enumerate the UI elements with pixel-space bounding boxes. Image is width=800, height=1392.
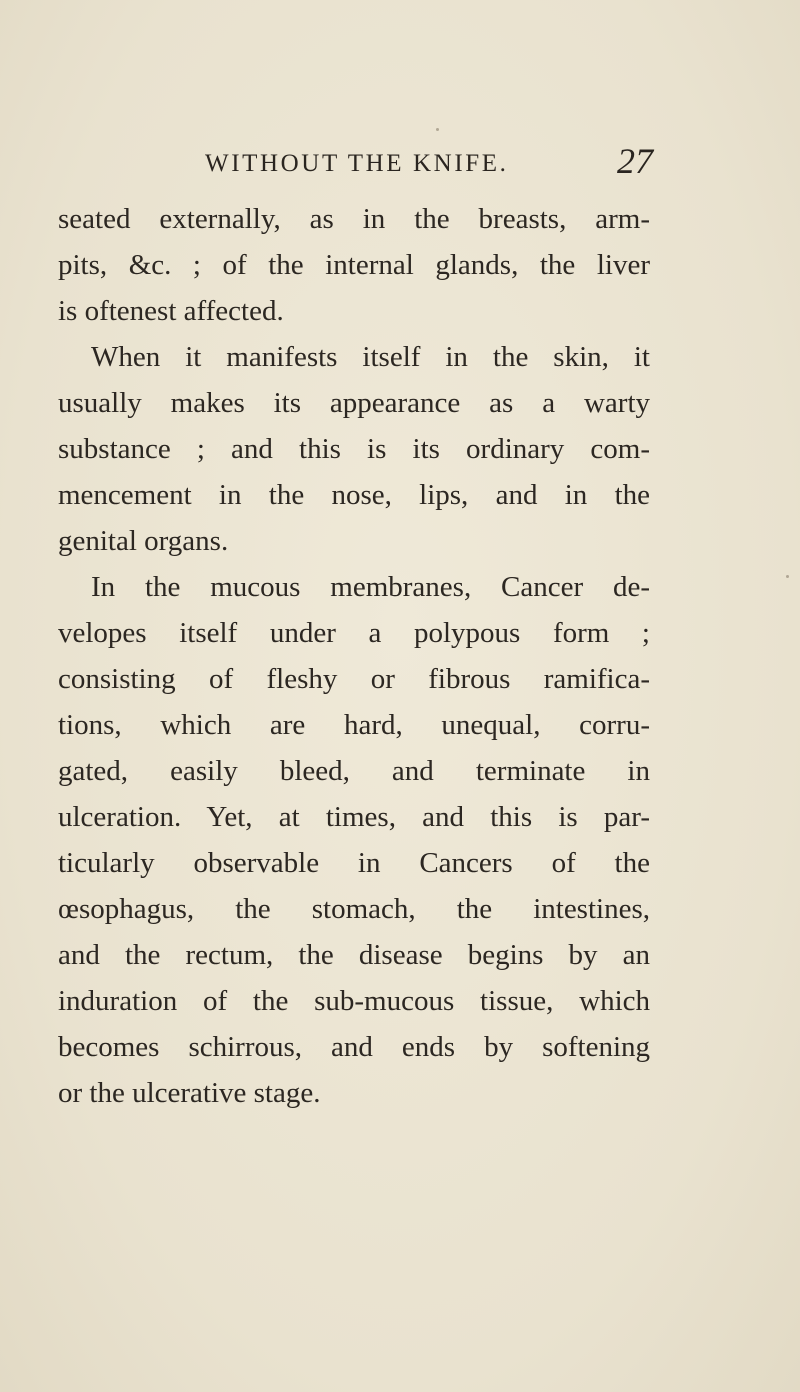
text-line: gated, easily bleed, and terminate in <box>58 755 650 787</box>
text-line: substance ; and this is its ordinary com- <box>58 433 650 465</box>
text-line: ulceration. Yet, at times, and this is par- <box>58 801 650 833</box>
text-line: and the rectum, the disease begins by an <box>58 939 650 971</box>
ink-speck <box>786 575 789 578</box>
text-line: genital organs. <box>58 525 229 557</box>
text-line: tions, which are hard, unequal, corru- <box>58 709 650 741</box>
page-header <box>205 141 653 192</box>
page-number: 27 <box>617 141 653 181</box>
text-line: velopes itself under a polypous form ; <box>58 617 650 649</box>
text-line: pits, &c. ; of the internal glands, the liver <box>58 249 650 281</box>
text-line: becomes schirrous, and ends by softening <box>58 1031 650 1063</box>
text-line: is oftenest affected. <box>58 295 284 327</box>
text-line: or the ulcerative stage. <box>58 1077 321 1109</box>
ink-speck <box>436 128 439 131</box>
body-text <box>58 196 650 1116</box>
text-line: œsophagus, the stomach, the intestines, <box>58 893 650 925</box>
text-line: usually makes its appearance as a warty <box>58 387 650 419</box>
text-line: ticularly observable in Cancers of the <box>58 847 650 879</box>
text-line: consisting of fleshy or fibrous ramifica- <box>58 663 650 695</box>
text-line: In the mucous membranes, Cancer de- <box>91 571 650 603</box>
text-line: mencement in the nose, lips, and in the <box>58 479 650 511</box>
running-head: WITHOUT THE KNIFE. <box>205 150 509 177</box>
text-line: seated externally, as in the breasts, arm- <box>58 203 650 235</box>
text-line: induration of the sub-mucous tissue, which <box>58 985 650 1017</box>
text-line: When it manifests itself in the skin, it <box>91 341 650 373</box>
